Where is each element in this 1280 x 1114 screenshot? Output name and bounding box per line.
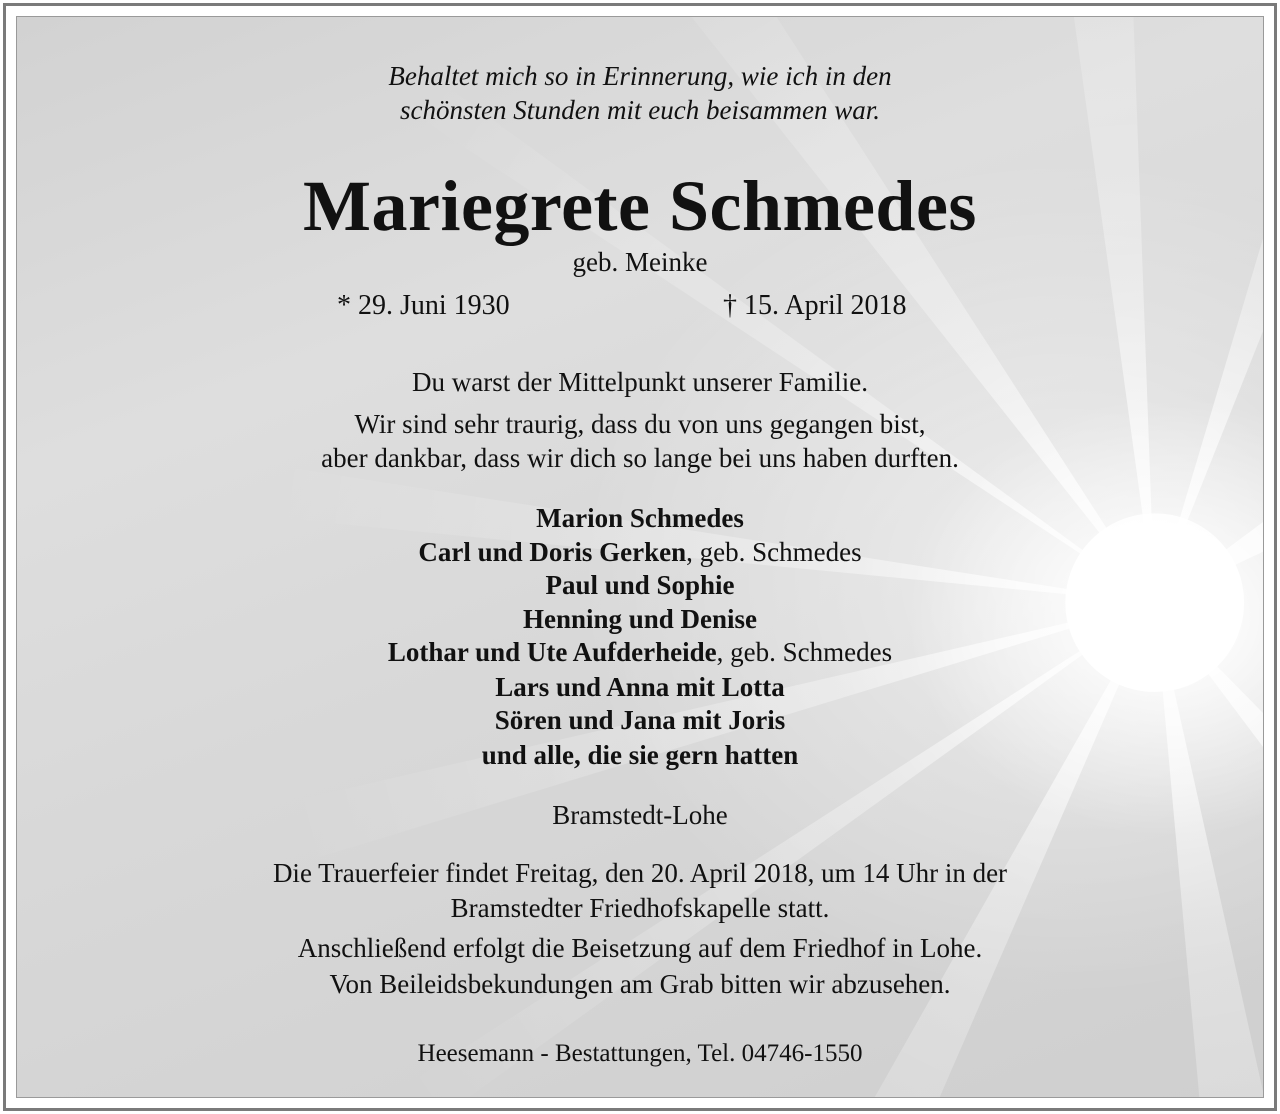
ceremony-line-4: Von Beileidsbekundungen am Grab bitten wir abzusehen.: [329, 969, 951, 999]
message-line-1: Du warst der Mittelpunkt unserer Familie.: [412, 367, 868, 397]
ceremony-line-3: Anschließend erfolgt die Beisetzung auf dem Friedhof in Lohe.: [297, 933, 983, 963]
obituary-frame: [3, 3, 1277, 1111]
family-member: Sören und Jana mit Joris: [494, 705, 786, 735]
message-line-2: Wir sind sehr traurig, dass du von uns gegangen bist,: [354, 409, 926, 439]
motto-line-2: schönsten Stunden mit euch beisammen war.: [400, 95, 880, 125]
ceremony-line-1: Die Trauerfeier findet Freitag, den 20. April 2018, um 14 Uhr in der: [272, 858, 1008, 888]
family-member: Marion Schmedes: [536, 503, 744, 533]
place: Bramstedt-Lohe: [552, 800, 728, 830]
family-member-name: Lothar und Ute Aufderheide: [387, 637, 717, 667]
message-line-3: aber dankbar, dass wir dich so lange bei uns haben durften.: [321, 443, 959, 473]
born-name: geb. Meinke: [572, 247, 708, 277]
family-member: Paul und Sophie: [545, 570, 735, 600]
birth-date: * 29. Juni 1930: [337, 290, 510, 321]
family-member: Henning und Denise: [522, 604, 758, 634]
deceased-name: Mariegrete Schmedes: [303, 166, 977, 246]
motto-line-1: Behaltet mich so in Erinnerung, wie ich in den: [388, 61, 892, 91]
ceremony-line-2: Bramstedter Friedhofskapelle statt.: [450, 893, 830, 923]
family-member: [17, 637, 1263, 668]
family-member: Lars und Anna mit Lotta: [495, 672, 785, 702]
death-date: † 15. April 2018: [723, 290, 907, 321]
family-member: [17, 537, 1263, 568]
family-member-suffix: , geb. Schmedes: [716, 637, 893, 667]
family-member: und alle, die sie gern hatten: [481, 740, 799, 770]
family-member-suffix: , geb. Schmedes: [686, 537, 862, 567]
undertaker-contact: Heesemann - Bestattungen, Tel. 04746-1550: [417, 1040, 863, 1067]
obituary-panel: [16, 16, 1264, 1098]
family-member-name: Carl und Doris Gerken: [418, 537, 687, 567]
